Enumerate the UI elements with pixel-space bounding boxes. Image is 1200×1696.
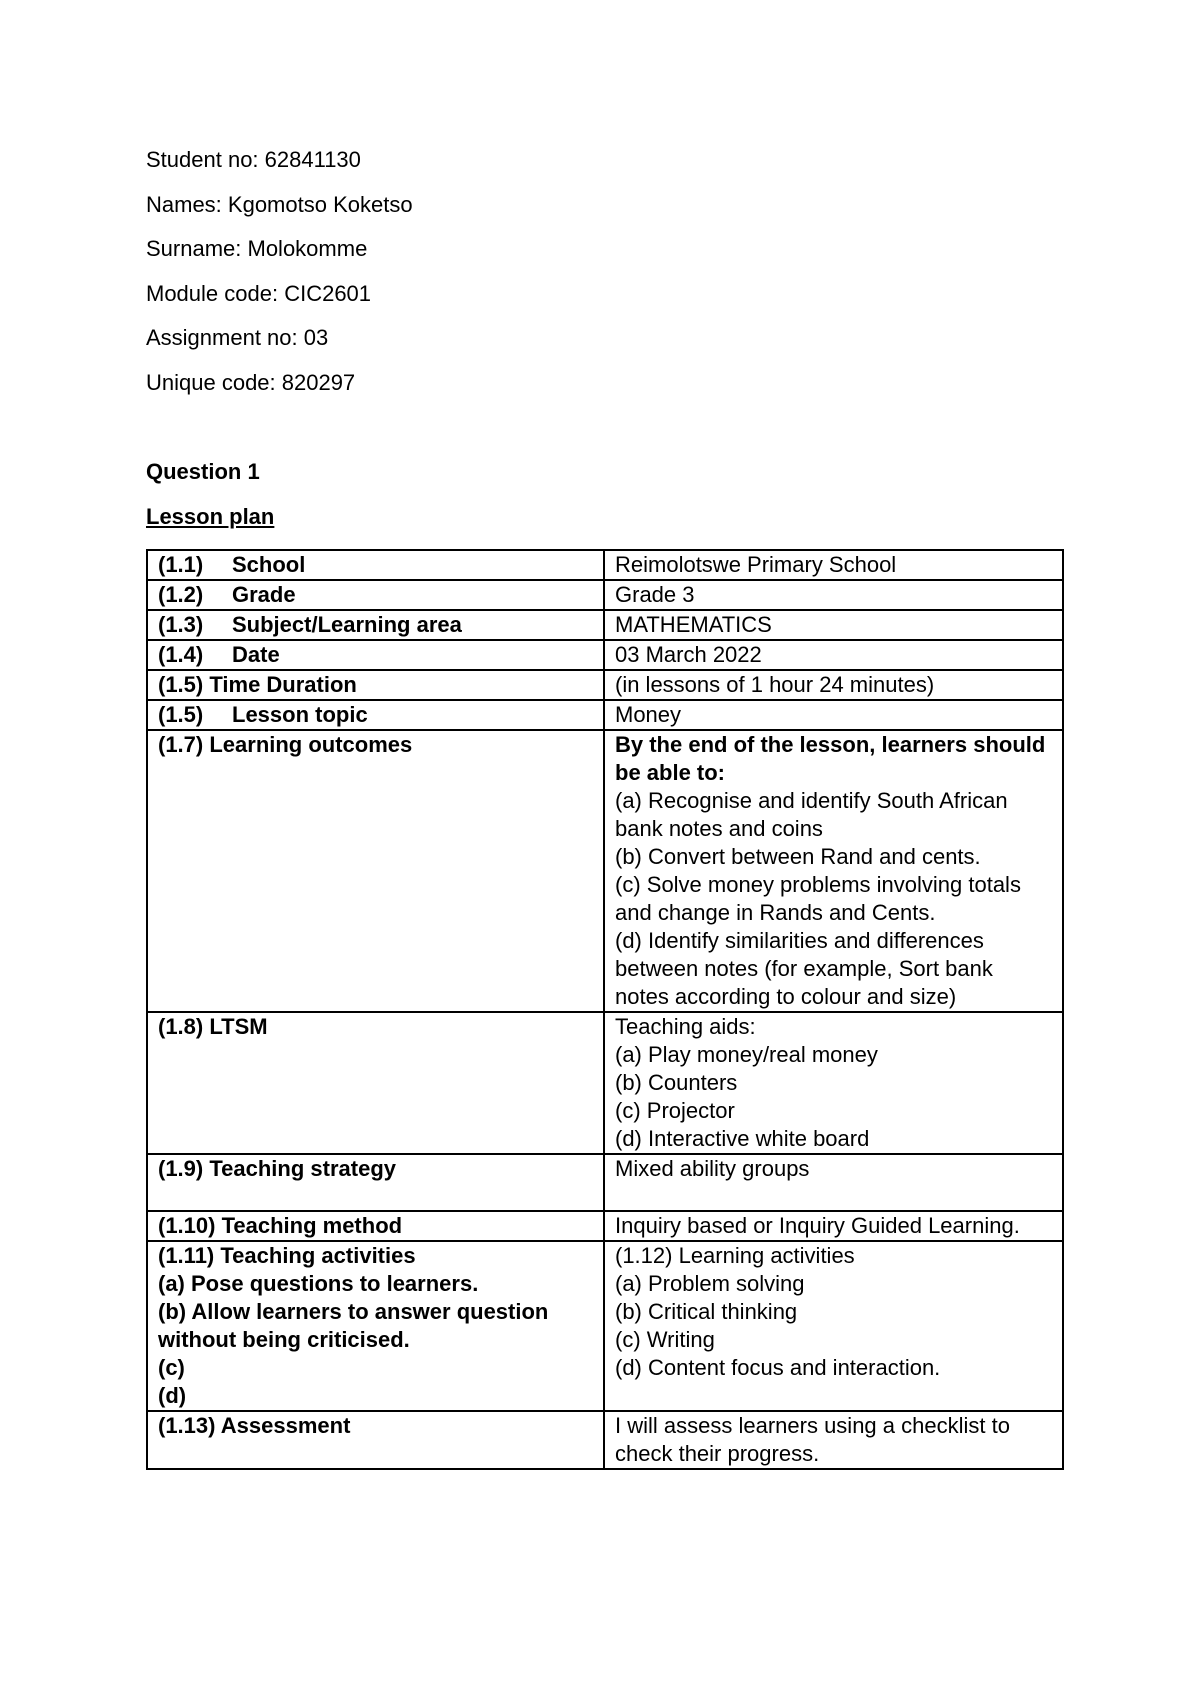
assessment-value: I will assess learners using a checklist to check their progress. [604,1411,1063,1469]
teaching-activity-item: (c) [158,1355,185,1380]
method-label: (1.10) Teaching method [147,1211,604,1241]
date-label-cell [147,640,604,670]
method-value: Inquiry based or Inquiry Guided Learning. [604,1211,1063,1241]
school-label: School [232,552,306,577]
date-value: 03 March 2022 [604,640,1063,670]
topic-label: Lesson topic [232,702,368,727]
learning-activity-item: (a) Problem solving [615,1271,805,1296]
outcomes-cell [604,730,1063,1012]
learning-activities-cell [604,1241,1063,1411]
outcomes-label: (1.7) Learning outcomes [147,730,604,1012]
learning-activities-label: (1.12) Learning activities [615,1243,855,1268]
date-number: (1.4) [158,642,204,667]
teaching-activity-item: (b) Allow learners to answer question without being criticised. [158,1299,549,1352]
table-row [147,670,1063,700]
school-label-cell [147,550,604,580]
date-label: Date [232,642,280,667]
grade-label-cell [147,580,604,610]
table-row [147,580,1063,610]
subject-value: MATHEMATICS [604,610,1063,640]
question-heading: Question 1 [146,459,260,484]
table-row [147,610,1063,640]
ltsm-item: (b) Counters [615,1070,738,1095]
outcome-item: (b) Convert between Rand and cents. [615,844,981,869]
grade-number: (1.2) [158,582,204,607]
table-row [147,700,1063,730]
topic-value: Money [604,700,1063,730]
student-number: Student no: 62841130 [146,147,361,172]
table-row [147,1411,1063,1469]
topic-label-cell [147,700,604,730]
outcome-item: (a) Recognise and identify South African bank notes and coins [615,788,1008,841]
table-row [147,1012,1063,1154]
ltsm-cell [604,1012,1063,1154]
teaching-activities-cell [147,1241,604,1411]
grade-value: Grade 3 [604,580,1063,610]
module-code: Module code: CIC2601 [146,281,372,306]
school-value: Reimolotswe Primary School [604,550,1063,580]
learning-activity-item: (c) Writing [615,1327,715,1352]
table-row [147,1211,1063,1241]
teaching-activity-item: (a) Pose questions to learners. [158,1271,479,1296]
teaching-activities-label: (1.11) Teaching activities [158,1243,416,1268]
subject-number: (1.3) [158,612,204,637]
learning-activity-item: (d) Content focus and interaction. [615,1355,941,1380]
ltsm-item: (d) Interactive white board [615,1126,870,1151]
table-row [147,550,1063,580]
outcomes-intro: By the end of the lesson, learners should be able to: [615,732,1046,785]
grade-label: Grade [232,582,296,607]
table-row [147,640,1063,670]
outcome-item: (c) Solve money problems involving totals and change in Rands and Cents. [615,872,1021,925]
school-number: (1.1) [158,552,204,577]
table-row [147,730,1063,1012]
ltsm-label: (1.8) LTSM [147,1012,604,1154]
lesson-plan-heading: Lesson plan [146,504,275,529]
ltsm-item: (c) Projector [615,1098,735,1123]
unique-code: Unique code: 820297 [146,370,356,395]
student-names: Names: Kgomotso Koketso [146,192,413,217]
outcome-item: (d) Identify similarities and differences between notes (for example, Sort bank notes according to colour and size) [615,928,993,1009]
subject-label-cell [147,610,604,640]
subject-label: Subject/Learning area [232,612,462,637]
strategy-label: (1.9) Teaching strategy [147,1154,604,1211]
strategy-value: Mixed ability groups [604,1154,1063,1211]
duration-label: (1.5) Time Duration [147,670,604,700]
ltsm-intro: Teaching aids: [615,1014,756,1039]
student-surname: Surname: Molokomme [146,236,368,261]
ltsm-item: (a) Play money/real money [615,1042,878,1067]
learning-activity-item: (b) Critical thinking [615,1299,798,1324]
topic-number: (1.5) [158,702,204,727]
table-row [147,1154,1063,1211]
lesson-plan-table [146,549,1064,1470]
teaching-activity-item: (d) [158,1383,187,1408]
table-row [147,1241,1063,1411]
assessment-label: (1.13) Assessment [147,1411,604,1469]
duration-value: (in lessons of 1 hour 24 minutes) [604,670,1063,700]
assignment-number: Assignment no: 03 [146,325,329,350]
